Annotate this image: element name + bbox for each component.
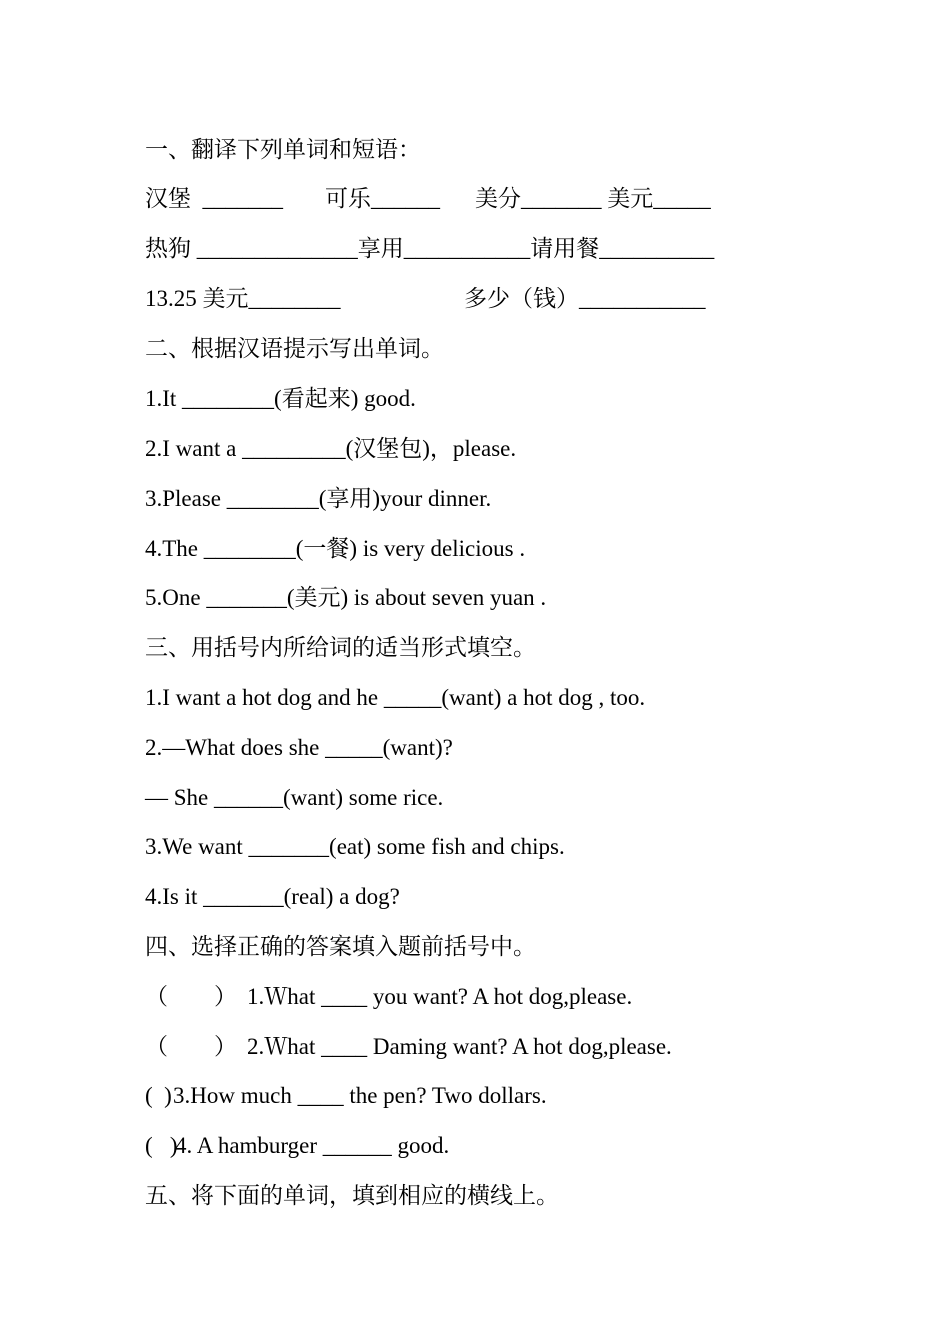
answer-bracket: ( ) [145, 1083, 172, 1108]
section-3-item-4: 4.Is it _______(real) a dog? [145, 884, 400, 909]
section-3-heading: 三、用括号内所给词的适当形式填空。 [145, 635, 536, 660]
vocab-cent-dollar: 美分_______ 美元_____ [475, 186, 711, 211]
section-2-item-2: 2.I want a _________(汉堡包)，please. [145, 436, 517, 461]
section-3-item-2: 2.—What does she _____(want)? [145, 735, 453, 760]
question-text: 3.How much ____ the pen? Two dollars. [173, 1083, 547, 1108]
answer-bracket: ( ) [145, 1133, 178, 1158]
answer-bracket: （ ） [145, 984, 237, 1009]
section-2-heading: 二、根据汉语提示写出单词。 [145, 336, 444, 361]
section-1-row-2: 热狗 ______________享用___________请用餐__________ [145, 236, 715, 261]
section-2-item-1: 1.It ________(看起来) good. [145, 386, 416, 411]
vocab-cola: 可乐______ [325, 186, 440, 211]
vocab-hamburger: 汉堡 _______ [145, 186, 283, 211]
question-text: 4. A hamburger ______ good. [175, 1133, 450, 1158]
section-2-item-4: 4.The ________(一餐) is very delicious . [145, 536, 526, 561]
section-2-item-3: 3.Please ________(享用)your dinner. [145, 486, 492, 511]
section-3-item-1: 1.I want a hot dog and he _____(want) a hot dog , too. [145, 685, 646, 710]
section-1-heading: 一、翻译下列单词和短语： [145, 137, 421, 162]
vocab-how-much: 多少（钱）___________ [464, 286, 706, 311]
answer-bracket: （ ） [145, 1034, 237, 1059]
section-4-heading: 四、选择正确的答案填入题前括号中。 [145, 934, 536, 959]
section-3-item-2-answer: — She ______(want) some rice. [145, 785, 444, 810]
question-text: 2.Ｗhat ____ Daming want? A hot dog,please. [247, 1034, 672, 1059]
section-2-item-5: 5.One _______(美元) is about seven yuan . [145, 585, 547, 610]
question-text: 1.Ｗhat ____ you want? A hot dog,please. [247, 984, 633, 1009]
section-5-heading: 五、将下面的单词，填到相应的横线上。 [145, 1183, 559, 1208]
vocab-price: 13.25 美元________ [145, 286, 341, 311]
section-3-item-3: 3.We want _______(eat) some fish and chips. [145, 834, 565, 859]
